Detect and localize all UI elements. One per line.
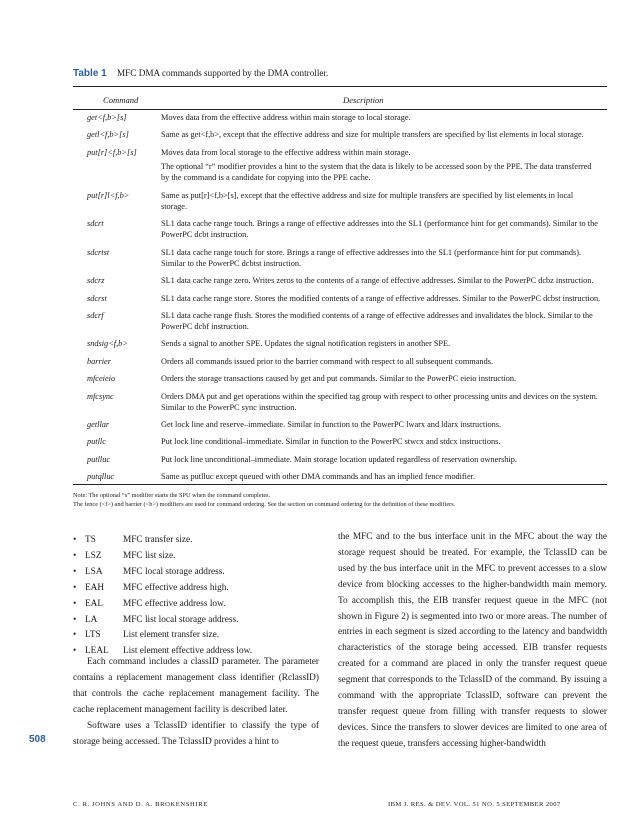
- left-column-text: [73, 655, 319, 750]
- command-cell: putqlluc: [87, 472, 115, 482]
- table-header-rule: [73, 109, 607, 110]
- table-note: [73, 491, 607, 509]
- description-cell: Moves data from the effective address within main storage to local storage.: [161, 113, 411, 122]
- paragraph: the MFC and to the bus interface unit in the MFC about the way the storage request should be treated. For example, the TclassID can be used by the bus interface unit in the MFC to prevent accesses to a slow device from blocking accesses to the higher-bandwidth main memory. To accomplish this, the EIB transfer request queue in the MFC (not shown in Figure 2) is segmented into two or more areas. The number of entries in each segment is sized according to the latency and bandwidth characteristics of the storage being accessed. EIB transfer requests created for a command are placed in only the transfer request queue segment that corresponds to the TclassID of the command. By issuing a command with the appropriate TclassID, software can prevent the transfer request queue from filling with transfer requests to slower devices. Since the transfers to slower devices are limited to one area of the request queue, transfers accessing higher-bandwidth: [338, 532, 607, 749]
- command-cell: mfceieio: [87, 374, 116, 384]
- table-top-rule: [73, 86, 607, 87]
- command-cell: put[r]l<f,b>: [87, 190, 130, 200]
- list-item-abbreviation: EAL: [85, 598, 104, 609]
- description-cell: Get lock line and reserve–immediate. Similar in function to the PowerPC lwarx and ldarx instructions.: [161, 420, 502, 430]
- table-row: [73, 161, 607, 183]
- table-caption: [73, 68, 328, 79]
- description-cell: SL1 data cache range touch. Brings a range of effective addresses into the SL1 (performance hint for get commands). Similar to the PowerPC dcbt instruction.: [161, 219, 598, 240]
- description-cell: SL1 data cache range touch for store. Brings a range of effective addresses into the SL1 (performance hint for put commands). Similar to the PowerPC dcbtst instruction.: [161, 247, 582, 268]
- command-cell: sdcrt: [87, 219, 104, 229]
- right-column-text: [338, 530, 607, 753]
- table-label: Table 1: [73, 68, 107, 79]
- list-item-text: MFC effective address low.: [123, 598, 226, 609]
- table-bottom-rule: [73, 484, 607, 485]
- list-item-abbreviation: EAH: [85, 582, 105, 593]
- table-row: [73, 454, 607, 465]
- list-item-text: MFC transfer size.: [123, 535, 193, 545]
- command-cell: sdcrz: [87, 276, 105, 286]
- bullet-icon: •: [73, 630, 77, 641]
- description-cell: Same as get<f,b>, except that the effective address and size for multiple transfers are specified by list elements in local storage.: [161, 130, 584, 140]
- column-header-command: Command: [103, 95, 139, 105]
- description-cell: Same as putlluc except queued with other DMA commands and has an implied fence modifier.: [161, 472, 476, 482]
- command-cell: barrier: [87, 356, 111, 366]
- list-item: [73, 613, 252, 629]
- table-row: [73, 218, 607, 240]
- table-body: [73, 112, 607, 489]
- description-cell: SL1 data cache range flush. Stores the modified contents of a range of effective addresses and invalidates the block. Similar to the PowerPC dcbf instruction.: [161, 310, 593, 331]
- note-line: Note: The optional “s” modifier starts the SPU when the command completes.: [73, 492, 271, 499]
- list-item-text: List element transfer size.: [123, 630, 220, 641]
- table-row: [73, 391, 607, 413]
- list-item: [73, 533, 252, 549]
- description-cell: SL1 data cache range store. Stores the modified contents of a range of effective addresses. Similar to the PowerPC dcbst instruction.: [161, 293, 601, 303]
- description-cell: Orders the storage transactions caused by get and put commands. Similar to the PowerPC eieio instruction.: [161, 374, 517, 384]
- table-row: [73, 356, 607, 367]
- table-row: [73, 471, 607, 482]
- table-row: [73, 310, 607, 332]
- footer-authors: C. R. JOHNS AND D. A. BROKENSHIRE: [73, 801, 208, 808]
- command-cell: put[r]<f,b>[s]: [87, 147, 137, 157]
- command-cell: getllar: [87, 420, 110, 430]
- bullet-icon: •: [73, 614, 77, 625]
- list-item-abbreviation: LA: [85, 614, 98, 625]
- paragraph: Each command includes a classID parameter. The parameter contains a replacement management class identifier (RclassID) that controls the cache replacement management facility. The cache replacement management facility is described later.: [73, 657, 319, 715]
- description-cell: SL1 data cache range zero. Writes zeros to the contents of a range of effective addresses. Similar to the PowerPC dcbz instruction.: [161, 276, 594, 286]
- list-item-text: MFC effective address high.: [123, 582, 229, 593]
- bullet-icon: •: [73, 566, 77, 577]
- command-cell: mfcsync: [87, 391, 114, 401]
- list-item-text: MFC list local storage address.: [123, 614, 239, 625]
- paragraph: Software uses a TclassID identifier to classify the type of storage being accessed. The TclassID provides a hint to: [73, 720, 319, 747]
- list-item: [73, 628, 252, 644]
- command-cell: get<f,b>[s]: [87, 113, 127, 122]
- table-row: [73, 247, 607, 269]
- table-row: [73, 275, 607, 286]
- footer-journal: IBM J. RES. & DEV. VOL. 51 NO. 5 SEPTEMBER 2007: [388, 801, 561, 808]
- table-row: [73, 129, 607, 140]
- list-item-text: List element effective address low.: [123, 646, 253, 657]
- description-cell: Same as put[r]<f,b>[s], except that the effective address and size for multiple transfers are specified by list elements in local storage.: [161, 190, 574, 211]
- command-cell: sdcrtst: [87, 247, 110, 257]
- table-caption-text: MFC DMA commands supported by the DMA controller.: [117, 68, 329, 78]
- description-cell: Sends a signal to another SPE. Updates the signal notification registers in another SPE.: [161, 339, 451, 349]
- list-item: [73, 581, 252, 597]
- table-row: [73, 112, 607, 123]
- list-item: [73, 549, 252, 565]
- description-cell: Orders all commands issued prior to the barrier command with respect to all subsequent commands.: [161, 356, 494, 366]
- bullet-icon: •: [73, 550, 77, 561]
- list-item: [73, 597, 252, 613]
- table-row: [73, 436, 607, 447]
- description-cell: Put lock line unconditional–immediate. Main storage location updated regardless of reservation ownership.: [161, 454, 517, 464]
- table-row: [73, 338, 607, 349]
- command-cell: sndsig<f,b>: [87, 339, 128, 349]
- table-row: [73, 147, 607, 158]
- note-line: The fence (<f>) and barrier (<b>) modifiers are used for command ordering. See the section on command ordering for the definition of these modifiers.: [73, 501, 456, 508]
- command-cell: sdcrst: [87, 293, 107, 303]
- command-cell: getl<f,b>[s]: [87, 130, 129, 140]
- description-cell: Moves data from local storage to the effective address within main storage.: [161, 147, 411, 157]
- table-row: [73, 373, 607, 384]
- description-cell: The optional “r” modifier provides a hint to the system that the data is likely to be accessed soon by the PPE. The data transferred by the command is a candidate for copying into the PPE cache.: [161, 162, 592, 183]
- list-item-abbreviation: LSZ: [85, 550, 102, 561]
- description-cell: Orders DMA put and get operations within the specified tag group with respect to other processing units and devices on the system. Similar to the PowerPC sync instruction.: [161, 391, 598, 412]
- column-header-description: Description: [343, 95, 384, 105]
- register-list: [73, 533, 252, 660]
- bullet-icon: •: [73, 646, 77, 657]
- page-number: 508: [29, 734, 46, 745]
- command-cell: putllc: [87, 437, 106, 447]
- list-item-abbreviation: LSA: [85, 566, 103, 577]
- list-item-abbreviation: LTS: [85, 630, 101, 641]
- bullet-icon: •: [73, 582, 77, 593]
- description-cell: Put lock line conditional–immediate. Similar in function to the PowerPC stwcx and stdcx instructions.: [161, 437, 501, 447]
- table-row: [73, 293, 607, 304]
- list-item: [73, 565, 252, 581]
- list-item-text: MFC list size.: [123, 550, 176, 561]
- command-cell: putlluc: [87, 454, 111, 464]
- table-row: [73, 419, 607, 430]
- list-item-text: MFC local storage address.: [123, 566, 225, 577]
- list-item-abbreviation: TS: [85, 535, 96, 545]
- command-cell: sdcrf: [87, 310, 104, 320]
- list-item-abbreviation: LEAL: [85, 646, 109, 657]
- bullet-icon: •: [73, 598, 77, 609]
- table-row: [73, 190, 607, 212]
- bullet-icon: •: [73, 535, 77, 545]
